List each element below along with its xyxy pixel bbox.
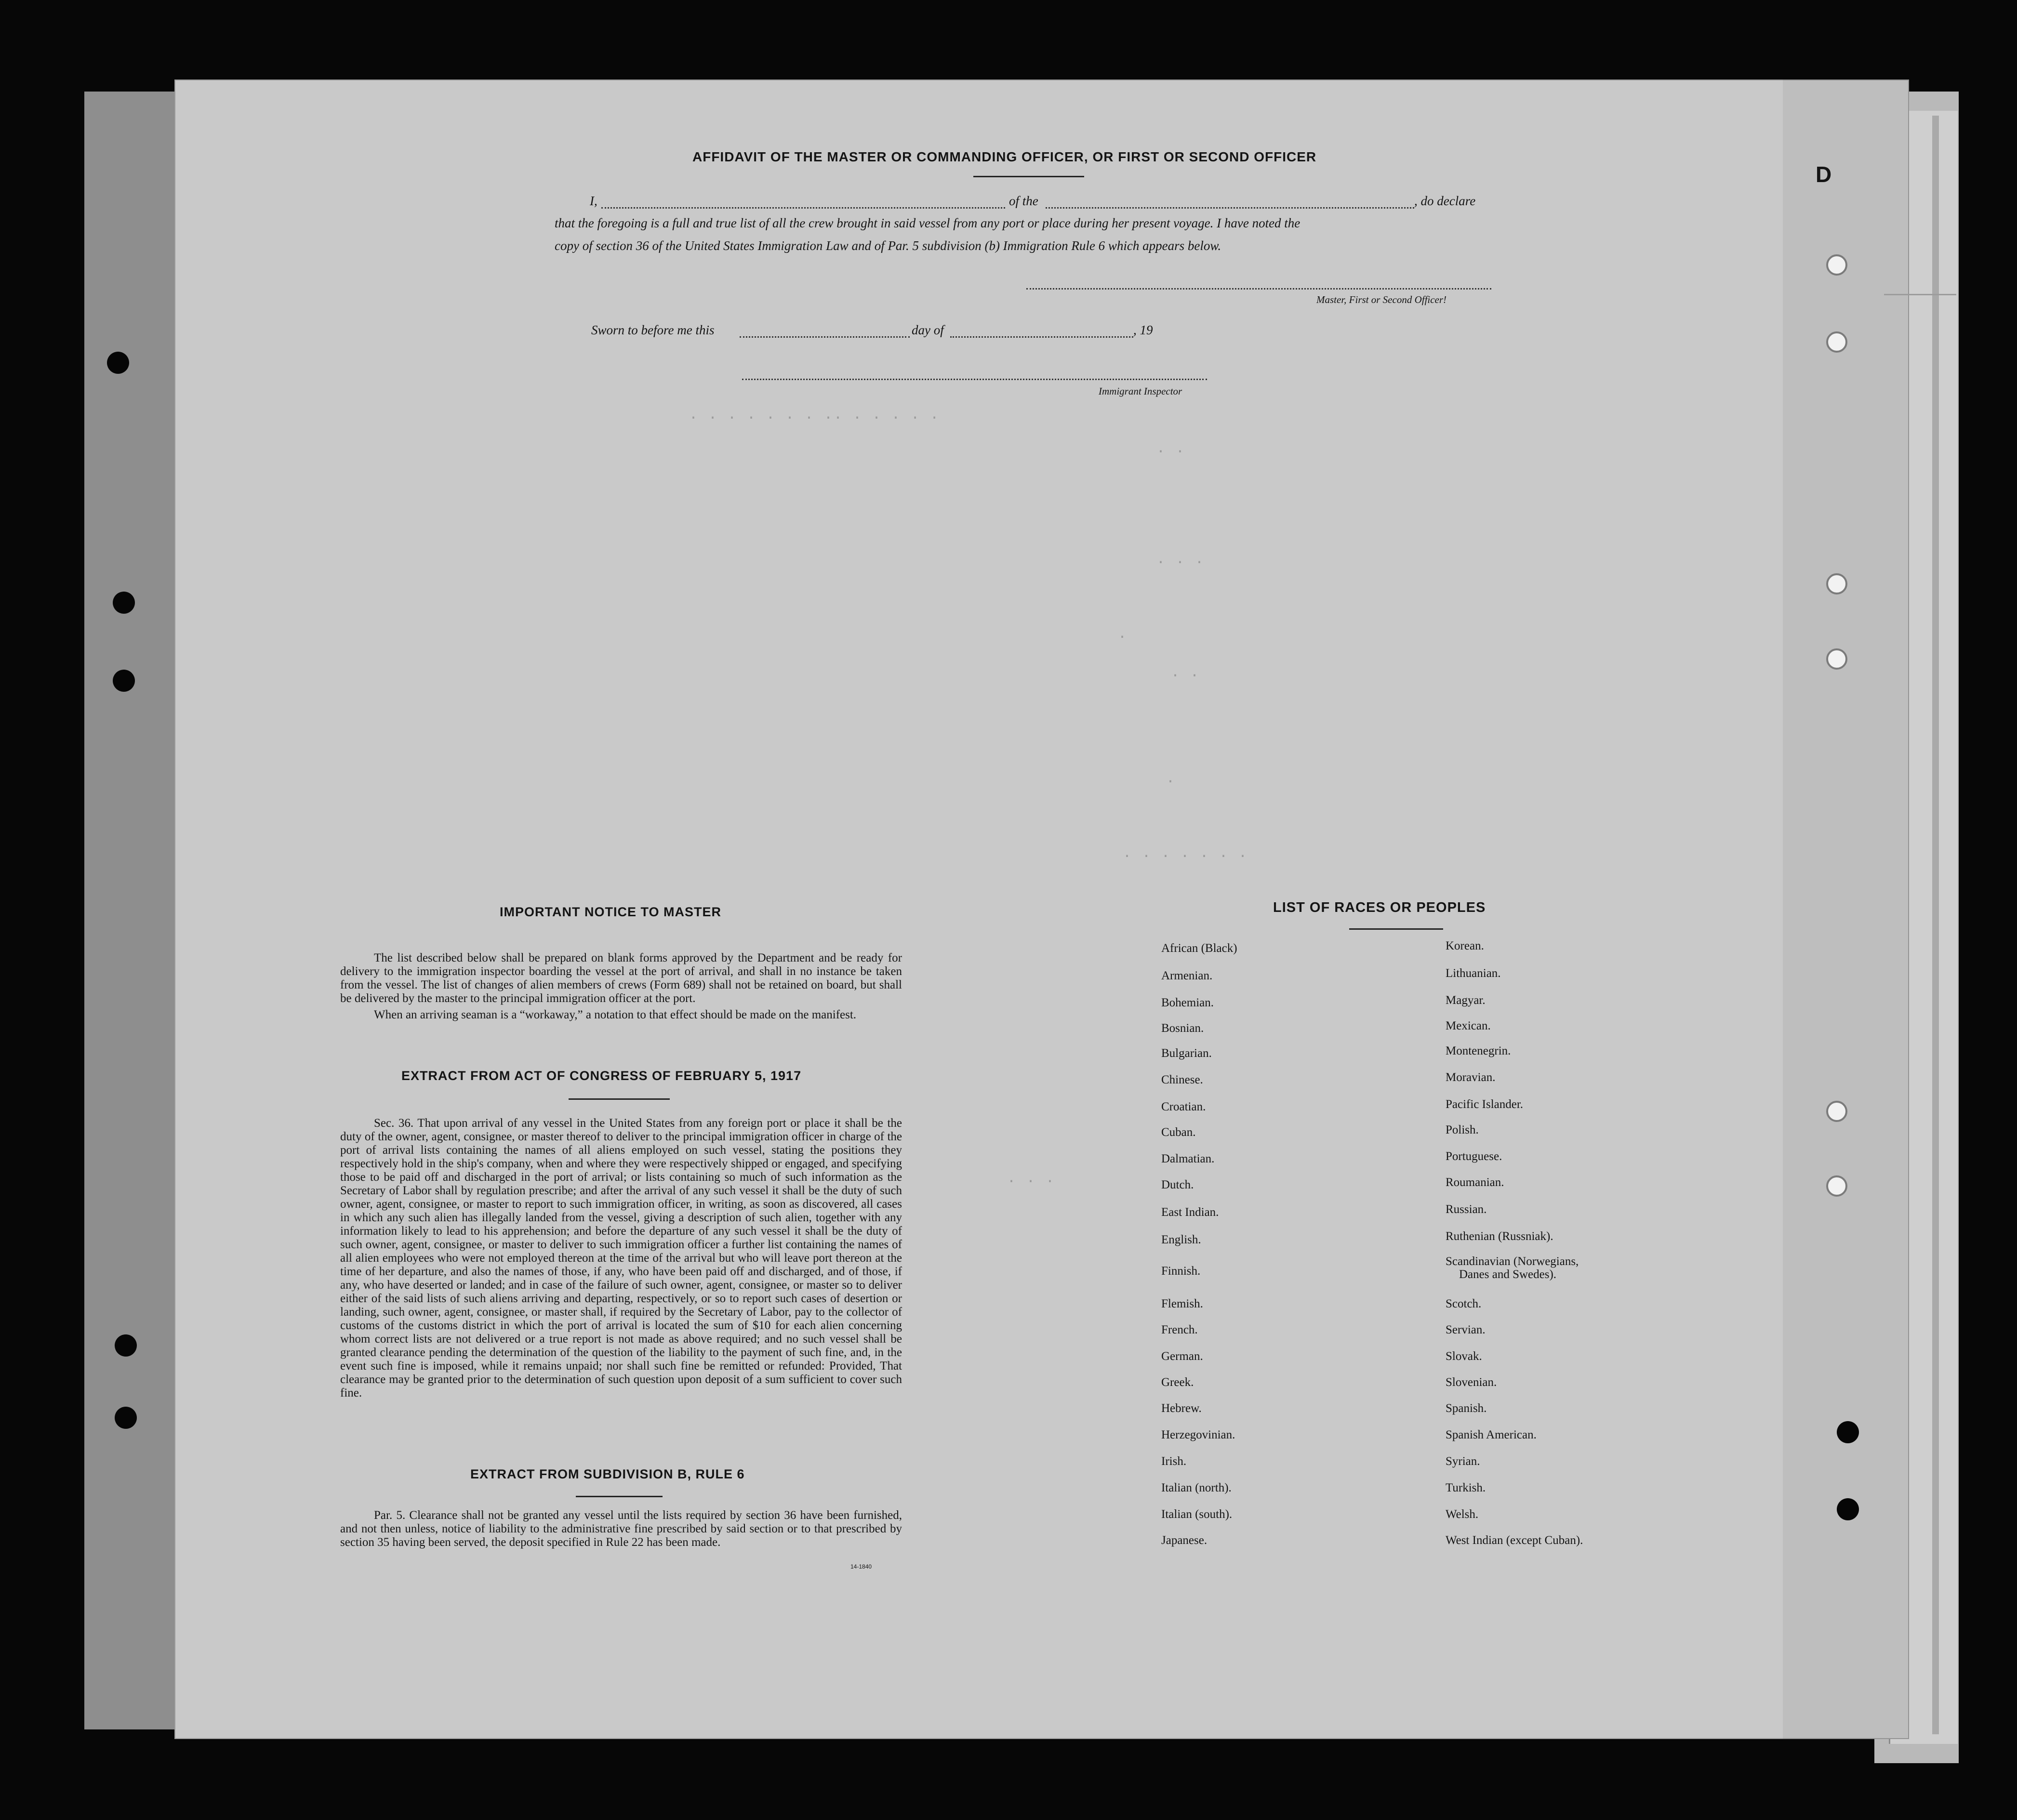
bleed-through-text: . . .	[1156, 552, 1205, 568]
notice-paragraph-2: When an arriving seaman is a “workaway,” a notation to that effect should be made on the manifest.	[374, 1008, 857, 1021]
notice-body	[340, 951, 902, 1025]
punch-hole	[1826, 573, 1847, 594]
extract-act-body	[340, 1117, 902, 1403]
punch-hole	[1826, 331, 1847, 353]
race-entry: Italian (north).	[1161, 1481, 1232, 1494]
affidavit-i-label: I,	[590, 194, 597, 208]
affidavit-of-the-label: of the	[1009, 194, 1038, 208]
affidavit-line-3: copy of section 36 of the United States Immigration Law and of Par. 5 subdivision (b) Immigration Rule 6 which appears below.	[555, 238, 1221, 253]
race-entry: Slovak.	[1446, 1350, 1482, 1363]
race-entry: Bohemian.	[1161, 996, 1214, 1009]
race-entry: Croatian.	[1161, 1100, 1206, 1113]
race-entry: Russian.	[1446, 1203, 1487, 1216]
binder-hole	[115, 1334, 137, 1357]
race-entry: Dutch.	[1161, 1178, 1194, 1191]
binder-hole	[107, 352, 129, 374]
notice-paragraph-1: The list described below shall be prepared on blank forms approved by the Department and be ready for delivery to the immigration inspector boarding the vessel at the port of arrival, and shall in no instance be taken from the vessel. The list of changes of alien members of crews (Form 689) shall not be retained on board, but shall be delivered by the master to the principal immigration officer at the port.	[340, 951, 902, 1005]
race-entry: Montenegrin.	[1446, 1044, 1511, 1057]
race-entry: Armenian.	[1161, 969, 1213, 982]
races-underline	[1349, 928, 1443, 930]
race-entry: Servian.	[1446, 1323, 1486, 1336]
race-entry: Korean.	[1446, 939, 1484, 952]
bleed-through-text: . .	[1156, 441, 1186, 457]
extract-act-text: Sec. 36. That upon arrival of any vessel in the United States from any foreign port or place it shall be the duty of the owner, agent, consignee, or master thereof to deliver to the principal immigration officer in charge of the port of arrival lists containing the names of all aliens employed on such vessel, stating the positions they respectively hold in the ship's company, when and where they were respectively shipped or engaged, and specifying those to be paid off and discharged in the port of arrival; or lists containing so much of such information as the Secretary of Labor shall by regulation prescribe; and after the arrival of any such vessel it shall be the duty of such owner, agent, consignee, or master to report to such immigration officer, in writing, as soon as discovered, all cases in which any such alien has illegally landed from the vessel, giving a description of such alien, together with any information likely to lead to his apprehension; and before the departure of any such vessel it shall be the duty of such owner, agent, consignee, or master to deliver to such immigration officer a further list containing the names of all alien employees who were not employed thereon at the time of the arrival but who will leave port thereon at the time of her departure, and also the names of those, if any, who have been paid off and discharged, and of those, if any, who have deserted or landed; and in case of the failure of such owner, agent, consignee, or master so to deliver either of the said lists of such aliens arriving and departing, respectively, or so to report such cases of desertion or landing, such owner, agent, consignee, or master shall, if required by the Secretary of Labor, pay to the collector of customs of the customs district in which the port of arrival is located the sum of $10 for each alien concerning whom correct lists are not delivered or a true report is not made as above required; and no such vessel shall be granted clearance pending the determination of the question of the liability to the payment of such fine, and, in the event such fine is imposed, while it remains unpaid; nor shall such fine be remitted or refunded: Provided, That clearance may be granted prior to the determination of such question upon deposit of a sum sufficient to cover such fine.	[340, 1117, 902, 1399]
race-entry: Polish.	[1446, 1123, 1479, 1136]
race-entry: Lithuanian.	[1446, 967, 1501, 980]
race-entry: Finnish.	[1161, 1265, 1201, 1278]
race-entry: Japanese.	[1161, 1534, 1208, 1547]
race-entry: Moravian.	[1446, 1071, 1496, 1084]
binder-hole	[115, 1407, 137, 1429]
race-entry: Irish.	[1161, 1455, 1187, 1468]
corner-mark: D	[1816, 162, 1832, 187]
race-entry: Italian (south).	[1161, 1508, 1233, 1521]
extract-act-underline	[569, 1098, 670, 1100]
binder-hole	[113, 592, 135, 614]
affidavit-title: AFFIDAVIT OF THE MASTER OR COMMANDING OFFICER, OR FIRST OR SECOND OFFICER	[692, 149, 1317, 164]
signature-line	[1026, 288, 1491, 290]
race-entry: Bulgarian.	[1161, 1047, 1212, 1060]
master-name-line	[601, 207, 1005, 209]
punch-hole-dark	[1837, 1421, 1859, 1443]
binder-hole	[113, 670, 135, 692]
race-entry: African (Black)	[1161, 942, 1237, 955]
extract-rule-underline	[576, 1496, 663, 1497]
form-number: 14-1840	[850, 1563, 872, 1570]
race-entry: Dalmatian.	[1161, 1152, 1215, 1165]
race-entry: German.	[1161, 1350, 1203, 1363]
punch-hole	[1826, 1101, 1847, 1122]
day-of-label: day of	[912, 323, 944, 337]
extract-rule-body	[340, 1509, 902, 1552]
race-entry: Chinese.	[1161, 1073, 1203, 1086]
extract-rule-title: EXTRACT FROM SUBDIVISION B, RULE 6	[470, 1467, 745, 1481]
race-entry: French.	[1161, 1323, 1198, 1336]
extract-act-title: EXTRACT FROM ACT OF CONGRESS OF FEBRUARY 5, 1917	[401, 1068, 802, 1083]
sheet-edge-strip	[1932, 116, 1939, 1734]
race-entry: Slovenian.	[1446, 1376, 1497, 1389]
bleed-through-text: . . . . . . . .. . . . . .	[689, 407, 940, 423]
sworn-month-line	[950, 336, 1133, 338]
race-entry: Roumanian.	[1446, 1176, 1504, 1189]
bleed-through-text: .	[1118, 626, 1128, 643]
punch-hole	[1826, 1175, 1847, 1197]
race-entry: Danes and Swedes).	[1459, 1268, 1557, 1281]
affidavit-line-2: that the foregoing is a full and true list of all the crew brought in said vessel from any port or place during her present voyage. I have noted the	[555, 216, 1300, 230]
race-entry: Portuguese.	[1446, 1150, 1502, 1163]
race-entry: Cuban.	[1161, 1126, 1196, 1139]
year-label: , 19	[1133, 323, 1153, 337]
punch-hole	[1826, 648, 1847, 670]
page-shade	[1783, 79, 1909, 1739]
signature-caption: Master, First or Second Officer!	[1316, 294, 1447, 305]
race-entry: East Indian.	[1161, 1206, 1219, 1219]
vessel-name-line	[1046, 207, 1414, 209]
race-entry: Herzegovinian.	[1161, 1428, 1235, 1441]
sworn-label: Sworn to before me this	[591, 323, 715, 337]
race-entry: Flemish.	[1161, 1297, 1203, 1310]
race-entry: Scandinavian (Norwegians,	[1446, 1255, 1579, 1268]
race-entry: Hebrew.	[1161, 1402, 1202, 1415]
race-entry: Ruthenian (Russniak).	[1446, 1230, 1553, 1243]
races-title: LIST OF RACES OR PEOPLES	[1273, 900, 1486, 915]
document-page	[174, 79, 1909, 1739]
race-entry: Greek.	[1161, 1376, 1194, 1389]
race-entry: Spanish.	[1446, 1402, 1487, 1415]
race-entry: Turkish.	[1446, 1481, 1486, 1494]
punch-hole	[1826, 254, 1847, 276]
bleed-through-text: . . . . . . .	[1123, 845, 1248, 862]
race-entry: Mexican.	[1446, 1019, 1491, 1032]
race-entry: Welsh.	[1446, 1508, 1479, 1521]
race-entry: Bosnian.	[1161, 1022, 1204, 1035]
notice-title: IMPORTANT NOTICE TO MASTER	[500, 905, 721, 919]
race-entry: West Indian (except Cuban).	[1446, 1534, 1583, 1547]
bleed-through-text: . .	[1171, 665, 1200, 681]
race-entry: Scotch.	[1446, 1297, 1482, 1310]
bleed-line	[1884, 294, 1956, 295]
inspector-caption: Immigrant Inspector	[1099, 385, 1182, 397]
punch-hole-dark	[1837, 1498, 1859, 1520]
sworn-day-line	[740, 336, 910, 338]
race-entry: English.	[1161, 1233, 1201, 1246]
bleed-through-text: .	[1166, 771, 1176, 787]
race-entry: Magyar.	[1446, 994, 1486, 1007]
race-entry: Spanish American.	[1446, 1428, 1537, 1441]
extract-rule-text: Par. 5. Clearance shall not be granted any vessel until the lists required by section 36 have been furnished, and not then unless, notice of liability to the administrative fine prescribed by said section or to that prescribed by section 35 having been served, the deposit specified in Rule 22 has been made.	[340, 1509, 902, 1549]
title-underline	[973, 176, 1084, 177]
affidavit-do-declare-label: , do declare	[1414, 194, 1476, 208]
race-entry: Syrian.	[1446, 1455, 1480, 1468]
bleed-through-text: . . .	[1007, 1171, 1056, 1187]
race-entry: Pacific Islander.	[1446, 1098, 1524, 1111]
inspector-signature-line	[742, 379, 1207, 380]
